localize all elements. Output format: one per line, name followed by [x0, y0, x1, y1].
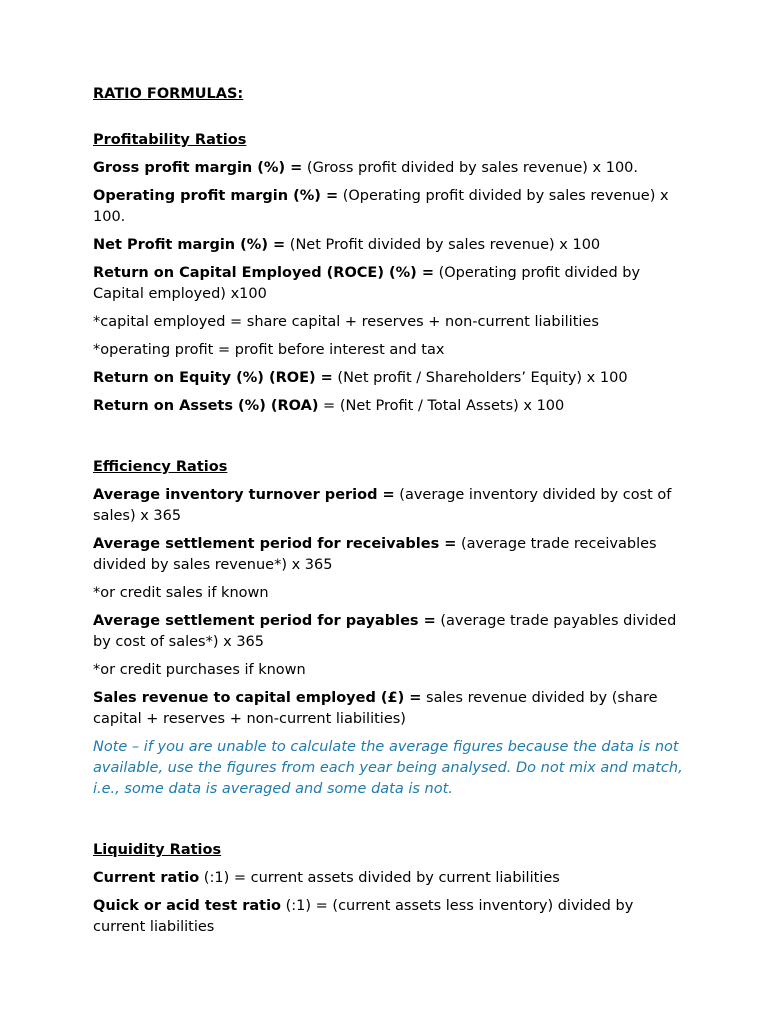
averaging-note: Note – if you are unable to calculate the average figures because the data is not available, use the figures from each year being analysed. Do not mix and match, i.e., some data is averaged and some data is not. [93, 739, 683, 797]
formula-term: Return on Capital Employed (ROCE) (%) = [93, 265, 434, 281]
formula-current-ratio [93, 868, 683, 889]
formula-text: (Operating profit divided by Capital employed) x100 [93, 265, 641, 302]
formula-term: Average settlement period for payables = [93, 613, 436, 629]
formula-text: (Net Profit divided by sales revenue) x 100 [285, 237, 601, 253]
formula-term: Quick or acid test ratio [93, 898, 282, 914]
document-title: RATIO FORMULAS: [93, 86, 244, 102]
formula-payables-period [93, 611, 683, 653]
formula-term: Return on Assets (%) (ROA) [93, 398, 319, 414]
footnote-credit-sales [93, 583, 683, 604]
formula-roa [93, 396, 683, 417]
section-heading: Liquidity Ratios [93, 842, 222, 858]
formula-receivables-period [93, 534, 683, 576]
formula-text: *operating profit = profit before interest and tax [93, 342, 445, 358]
section-profitability [93, 130, 683, 424]
formula-sales-to-capital [93, 688, 683, 730]
formula-text: *or credit purchases if known [93, 662, 306, 678]
formula-term: Operating profit margin (%) = [93, 188, 339, 204]
footnote-credit-purchases [93, 660, 683, 681]
formula-term: Net Profit margin (%) = [93, 237, 286, 253]
formula-text: (Operating profit divided by sales revenue) x 100. [93, 188, 669, 225]
formula-text: (average trade payables divided by cost of sales*) x 365 [93, 613, 677, 650]
formula-quick-ratio [93, 896, 683, 938]
formula-net-profit-margin [93, 235, 683, 256]
formula-text: sales revenue divided by (share capital + reserves + non-current liabilities) [93, 690, 658, 727]
section-efficiency [93, 457, 683, 800]
formula-text: *or credit sales if known [93, 585, 269, 601]
footnote-capital-employed [93, 312, 683, 333]
footnote-operating-profit [93, 340, 683, 361]
section-liquidity [93, 840, 683, 945]
formula-gross-profit-margin [93, 158, 683, 179]
section-heading: Efficiency Ratios [93, 459, 228, 475]
formula-term: Average settlement period for receivables = [93, 536, 457, 552]
formula-term: Gross profit margin (%) = [93, 160, 303, 176]
formula-roce [93, 263, 683, 305]
formula-text: (Gross profit divided by sales revenue) x 100. [302, 160, 639, 176]
formula-term: Sales revenue to capital employed (£) = [93, 690, 422, 706]
formula-term: Current ratio [93, 870, 200, 886]
formula-operating-profit-margin [93, 186, 683, 228]
formula-text: *capital employed = share capital + reserves + non-current liabilities [93, 314, 599, 330]
document-page [93, 0, 683, 1024]
formula-text: (average trade receivables divided by sales revenue*) x 365 [93, 536, 657, 573]
section-heading: Profitability Ratios [93, 132, 247, 148]
formula-text: (average inventory divided by cost of sales) x 365 [93, 487, 672, 524]
formula-text: (:1) = (current assets less inventory) divided by current liabilities [93, 898, 634, 935]
formula-roe [93, 368, 683, 389]
formula-text: (Net profit / Shareholders’ Equity) x 100 [332, 370, 628, 386]
formula-inventory-turnover [93, 485, 683, 527]
formula-text: (:1) = current assets divided by current liabilities [199, 870, 560, 886]
formula-term: Return on Equity (%) (ROE) = [93, 370, 333, 386]
formula-term: Average inventory turnover period = [93, 487, 395, 503]
formula-text: = (Net Profit / Total Assets) x 100 [318, 398, 565, 414]
